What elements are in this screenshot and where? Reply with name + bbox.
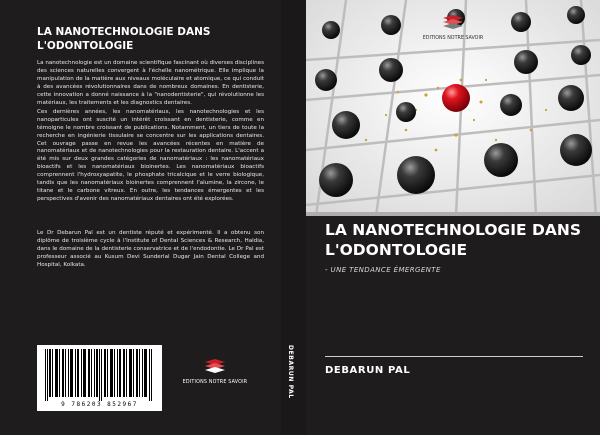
back-cover-description <box>37 60 264 205</box>
description-paragraph: Ces dernières années, les nanomatériaux, les nanotechnologies et les nanoparticules ont suscité un intérêt croissant en dentisterie, comme en témoigne le nombre croissant de publications. Notamment, un tiers de toute la recherche en ingénierie tissulaire se concentre sur les applications dentaires. Cet ouvrage passe en revue les avancées récentes en matière de nanomatériaux et de nanotechnologies pour la restauration dentaire. L'accent a été mis sur deux grandes catégories de nanomatériaux : les nanomatériaux bioactifs et les nanomatériaux bioinertes. Les nanomatériaux bioactifs comprennent l'hydroxyapatite, le phosphate tricalcique et le verre biologique, tandis que les nanomatériaux bioinertes comprennent l'alumine, la zircone, le titane et le carbone vitreux. En outre, les tendances émergentes et les perspectives d'avenir des nanomatériaux dentaires ont été explorées. <box>37 108 264 202</box>
back-cover-title: LA NANOTECHNOLOGIE DANS L'ODONTOLOGIE <box>37 26 211 52</box>
publisher-name: EDITIONS NOTRE SAVOIR <box>422 36 484 41</box>
front-cover-subtitle: - UNE TENDANCE ÉMERGENTE <box>325 266 441 274</box>
divider-line <box>325 356 583 357</box>
author-bio: Le Dr Debarun Pal est un dentiste réputé et expérimenté. Il a obtenu son diplôme de troisième cycle à l'Institute of Dental Sciences & Research, Haldia, dans le domaine de la dentisterie conservatrice et de l'endodontie. Le Dr Pal est professeur associé au Kusum Devi Sunderlal Dugar Jain Dental College and Hospital, Kolkata. <box>37 230 264 268</box>
cover-illustration <box>306 0 600 216</box>
red-sphere-icon <box>442 84 470 112</box>
publisher-logo-front <box>411 14 495 54</box>
front-cover-title: LA NANOTECHNOLOGIE DANS L'ODONTOLOGIE <box>325 221 582 259</box>
isbn-barcode <box>37 345 162 411</box>
spine-author: DEBARUN PAL <box>287 345 294 399</box>
description-paragraph: La nanotechnologie est un domaine scientifique fascinant où diverses disciplines des sciences naturelles convergent à l'échelle nanométrique. Elle implique la manipulation de la matière aux niveaux moléculaire et atomique, ce qui conduit à des avancées révolutionnaires dans de nombreux domaines. En dentisterie, cette innovation a donné naissance à la "nanodentisterie", qui révolutionne les matériaux, les traitements et les diagnostics dentaires. <box>37 60 264 106</box>
publisher-logo-icon <box>441 14 465 30</box>
publisher-logo-icon <box>203 358 227 374</box>
front-cover-author: DEBARUN PAL <box>325 365 411 376</box>
barcode-icon <box>45 349 155 401</box>
publisher-name: EDITIONS NOTRE SAVOIR <box>182 380 248 385</box>
isbn-number: 9 786203 852967 <box>61 401 138 408</box>
publisher-logo-back <box>170 358 260 398</box>
